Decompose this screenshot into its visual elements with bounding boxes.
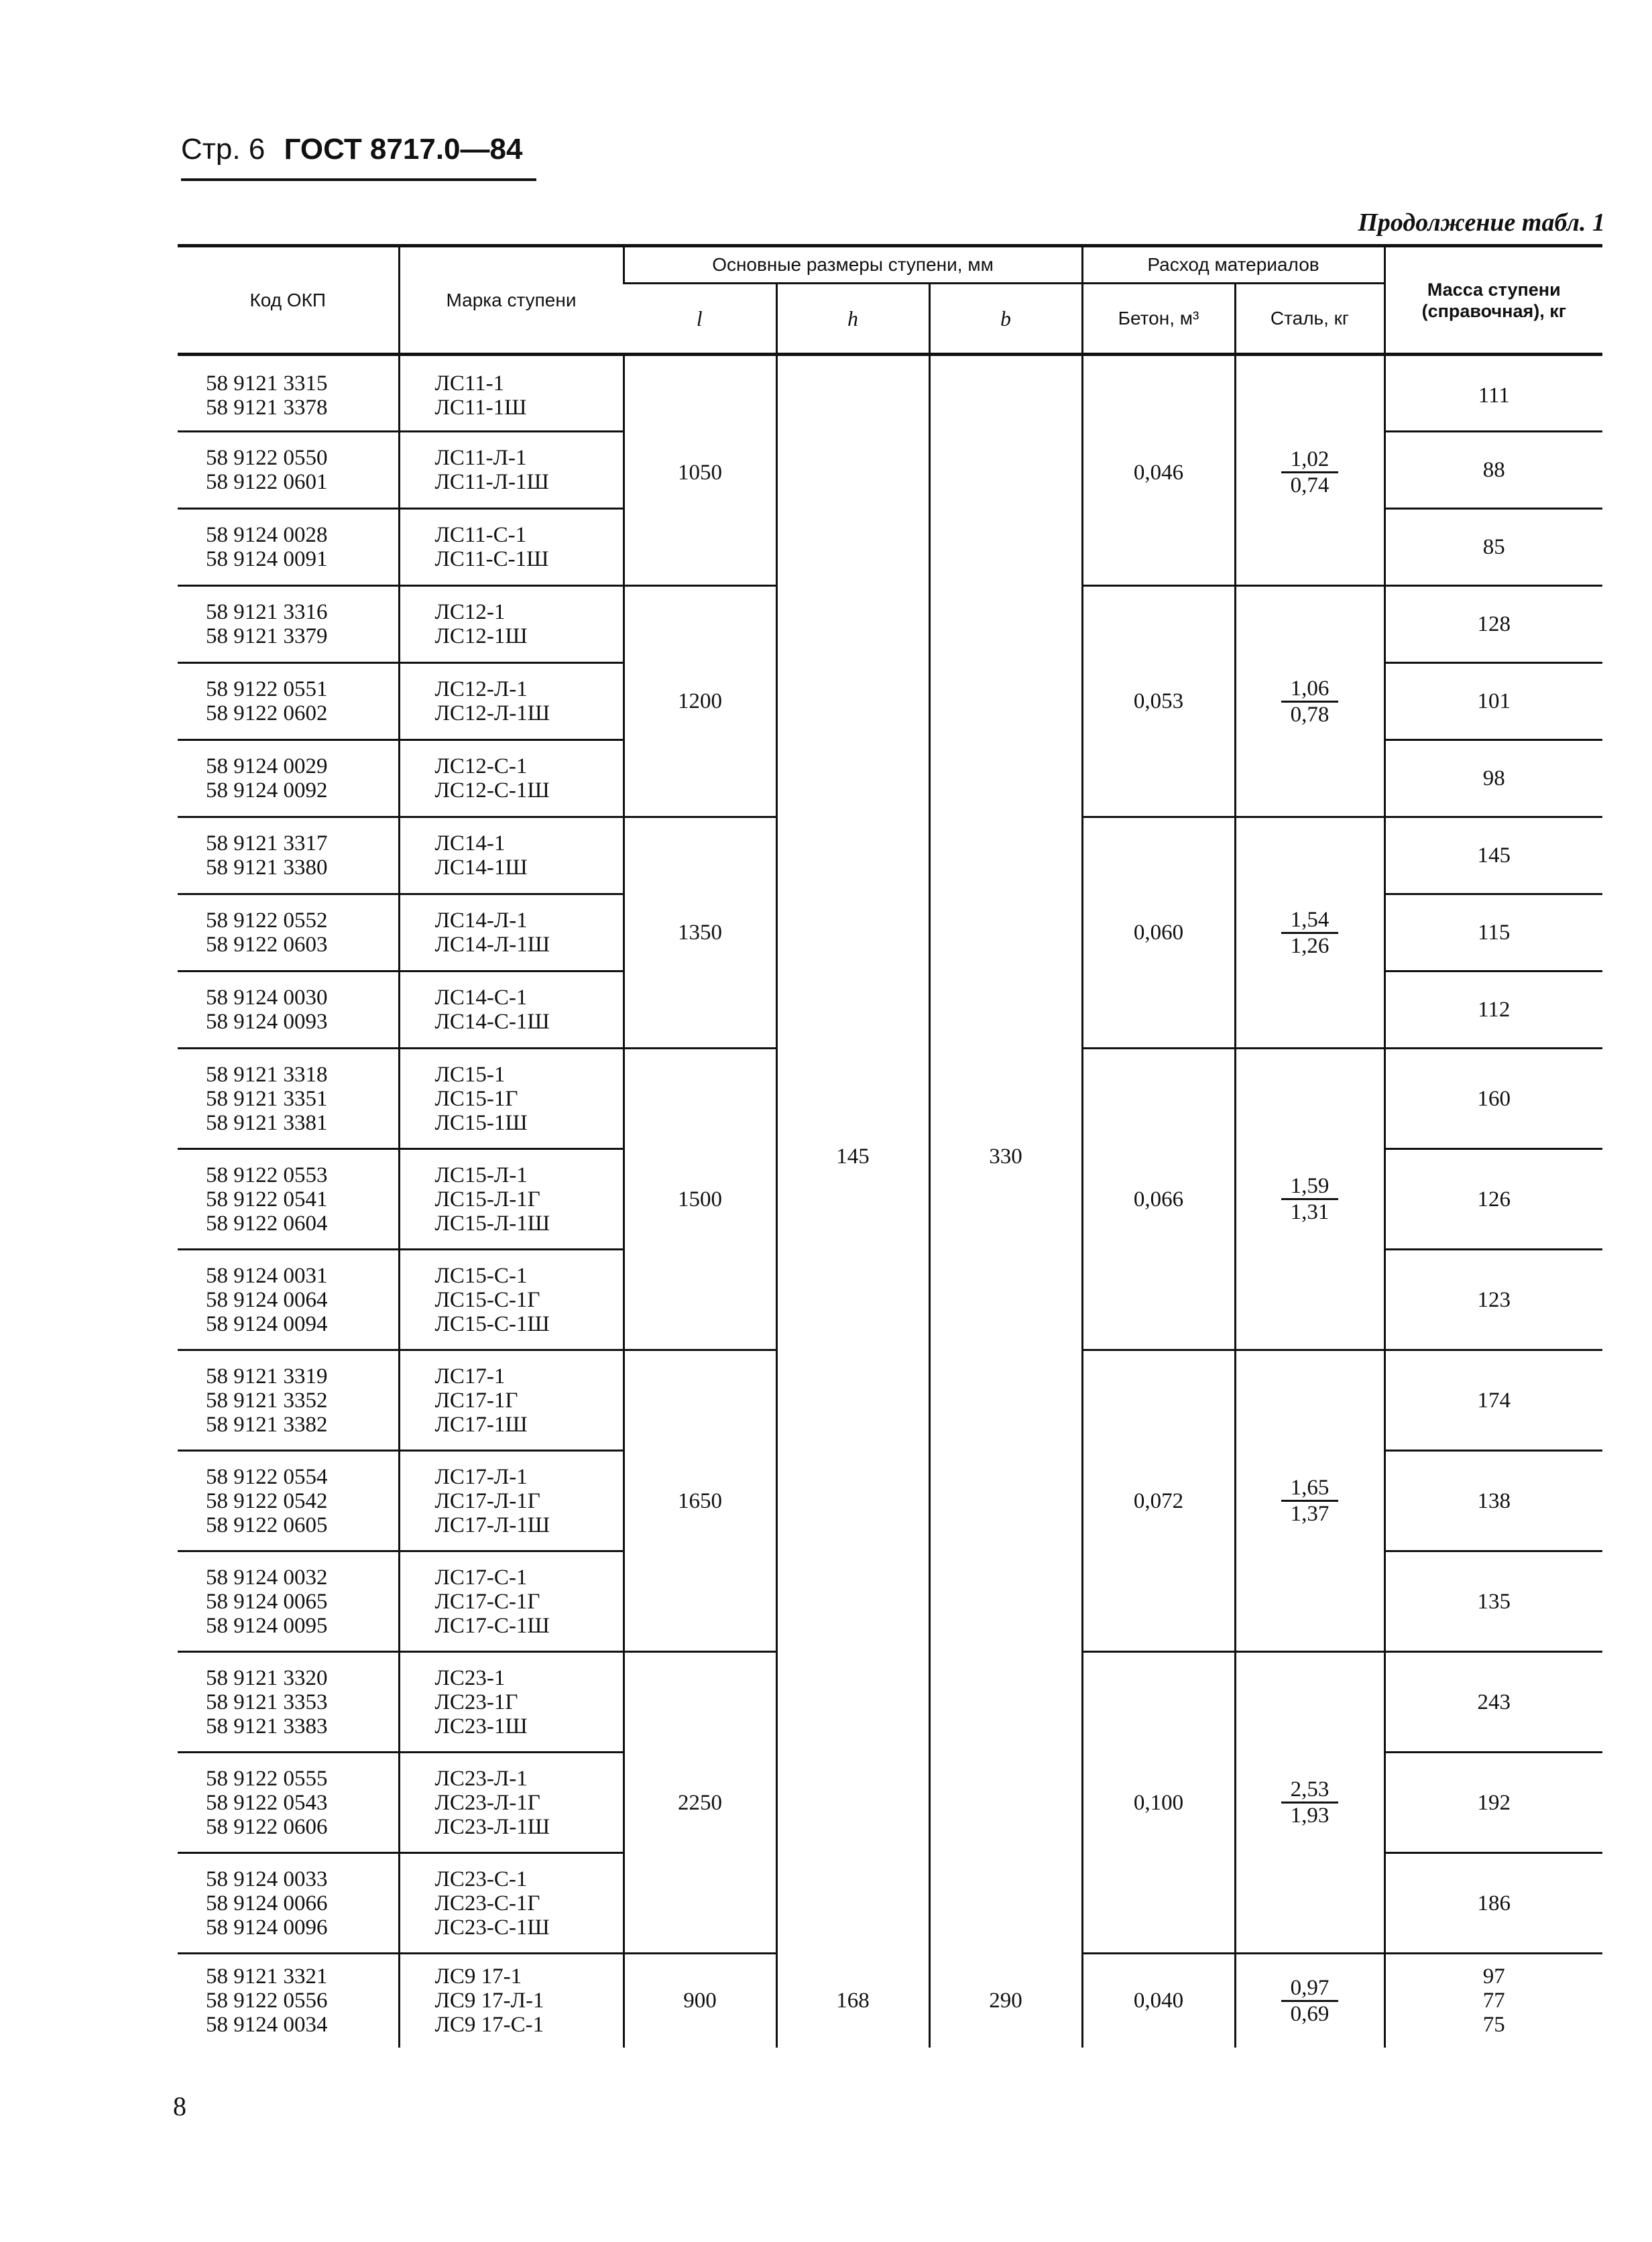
- mark-cell: ЛС14-С-1 ЛС14-С-1Ш: [399, 971, 624, 1049]
- mass-cell: 145: [1384, 817, 1602, 894]
- b-cell: 290: [929, 1954, 1082, 2048]
- code-cell: 58 9121 3320 58 9121 3353 58 9121 3383: [178, 1652, 399, 1753]
- code-cell: 58 9124 0030 58 9124 0093: [178, 971, 399, 1049]
- steel-cell: $\frac{0,97}{0,69}$: [1235, 1954, 1384, 2048]
- mark-cell: ЛС14-1 ЛС14-1Ш: [399, 817, 624, 894]
- table-body: [178, 355, 1602, 2048]
- col-header-b: b: [929, 284, 1082, 355]
- code-cell: 58 9121 3316 58 9121 3379: [178, 586, 399, 663]
- concrete-cell: 0,046: [1082, 355, 1235, 586]
- page-header: [181, 133, 522, 166]
- mark-cell: ЛС17-С-1 ЛС17-С-1Г ЛС17-С-1Ш: [399, 1551, 624, 1652]
- mass-cell: 126: [1384, 1149, 1602, 1250]
- code-cell: 58 9122 0553 58 9122 0541 58 9122 0604: [178, 1149, 399, 1250]
- mark-cell: ЛС23-1 ЛС23-1Г ЛС23-1Ш: [399, 1652, 624, 1753]
- code-cell: 58 9124 0029 58 9124 0092: [178, 740, 399, 817]
- col-header-dimensions: Основные размеры ступени, мм: [624, 246, 1082, 284]
- l-cell: 1200: [624, 586, 776, 817]
- steps-table: [178, 244, 1602, 2048]
- l-cell: 2250: [624, 1652, 776, 1954]
- h-cell-shared: 145: [776, 355, 929, 1954]
- col-header-steel: Сталь, кг: [1235, 284, 1384, 355]
- mark-cell: ЛС12-Л-1 ЛС12-Л-1Ш: [399, 663, 624, 740]
- mark-cell: ЛС15-С-1 ЛС15-С-1Г ЛС15-С-1Ш: [399, 1250, 624, 1350]
- mass-cell: 128: [1384, 586, 1602, 663]
- h-cell: 168: [776, 1954, 929, 2048]
- l-cell: 1350: [624, 817, 776, 1049]
- mark-cell: ЛС17-Л-1 ЛС17-Л-1Г ЛС17-Л-1Ш: [399, 1451, 624, 1551]
- mark-cell: ЛС14-Л-1 ЛС14-Л-1Ш: [399, 894, 624, 971]
- l-cell: 1500: [624, 1049, 776, 1350]
- code-cell: 58 9122 0550 58 9122 0601: [178, 432, 399, 509]
- mark-cell: ЛС15-Л-1 ЛС15-Л-1Г ЛС15-Л-1Ш: [399, 1149, 624, 1250]
- mark-cell: ЛС11-1 ЛС11-1Ш: [399, 355, 624, 432]
- table-row: [178, 1954, 1602, 2048]
- l-cell: 1050: [624, 355, 776, 586]
- code-cell: 58 9124 0033 58 9124 0066 58 9124 0096: [178, 1853, 399, 1954]
- steel-cell: $\frac{1,59}{1,31}$: [1235, 1049, 1384, 1350]
- mark-cell: ЛС15-1 ЛС15-1Г ЛС15-1Ш: [399, 1049, 624, 1149]
- mass-cell: 138: [1384, 1451, 1602, 1551]
- concrete-cell: 0,040: [1082, 1954, 1235, 2048]
- col-header-concrete: Бетон, м³: [1082, 284, 1235, 355]
- code-cell: 58 9122 0554 58 9122 0542 58 9122 0605: [178, 1451, 399, 1551]
- steel-cell: $\frac{1,06}{0,78}$: [1235, 586, 1384, 817]
- concrete-cell: 0,072: [1082, 1350, 1235, 1652]
- mark-cell: ЛС11-С-1 ЛС11-С-1Ш: [399, 509, 624, 586]
- code-cell: 58 9121 3315 58 9121 3378: [178, 355, 399, 432]
- code-cell: 58 9124 0032 58 9124 0065 58 9124 0095: [178, 1551, 399, 1652]
- steel-cell: $\frac{1,02}{0,74}$: [1235, 355, 1384, 586]
- table-header: [178, 246, 1602, 355]
- mass-cell: 85: [1384, 509, 1602, 586]
- code-cell: 58 9122 0555 58 9122 0543 58 9122 0606: [178, 1753, 399, 1853]
- mark-cell: ЛС23-Л-1 ЛС23-Л-1Г ЛС23-Л-1Ш: [399, 1753, 624, 1853]
- mark-cell: ЛС9 17-1 ЛС9 17-Л-1 ЛС9 17-С-1: [399, 1954, 624, 2048]
- mass-cell: 115: [1384, 894, 1602, 971]
- concrete-cell: 0,060: [1082, 817, 1235, 1049]
- header-rule: [181, 178, 536, 181]
- mark-cell: ЛС23-С-1 ЛС23-С-1Г ЛС23-С-1Ш: [399, 1853, 624, 1954]
- col-header-mark: Марка ступени: [399, 246, 624, 355]
- col-header-materials: Расход материалов: [1082, 246, 1384, 284]
- mass-cell: 135: [1384, 1551, 1602, 1652]
- mass-cell: 186: [1384, 1853, 1602, 1954]
- code-cell: 58 9121 3321 58 9122 0556 58 9124 0034: [206, 1964, 328, 2038]
- table-row: [178, 355, 1602, 432]
- l-cell: 900: [624, 1954, 776, 2048]
- mass-cell: 101: [1384, 663, 1602, 740]
- col-header-code: Код ОКП: [249, 289, 327, 310]
- mark-cell: ЛС17-1 ЛС17-1Г ЛС17-1Ш: [399, 1350, 624, 1451]
- mass-cell: 88: [1384, 432, 1602, 509]
- code-cell: 58 9122 0551 58 9122 0602: [178, 663, 399, 740]
- steel-cell: $\frac{1,65}{1,37}$: [1235, 1350, 1384, 1652]
- code-cell: 58 9121 3317 58 9121 3380: [178, 817, 399, 894]
- mass-cell: 112: [1384, 971, 1602, 1049]
- code-cell: 58 9124 0031 58 9124 0064 58 9124 0094: [178, 1250, 399, 1350]
- mass-cell: 174: [1384, 1350, 1602, 1451]
- concrete-cell: 0,053: [1082, 586, 1235, 817]
- mass-cell: 192: [1384, 1753, 1602, 1853]
- steel-cell: $\frac{2,53}{1,93}$: [1235, 1652, 1384, 1954]
- col-header-l: l: [696, 306, 703, 331]
- mass-cell: 243: [1384, 1652, 1602, 1753]
- mark-cell: ЛС12-1 ЛС12-1Ш: [399, 586, 624, 663]
- mass-cell: 123: [1384, 1250, 1602, 1350]
- concrete-cell: 0,066: [1082, 1049, 1235, 1350]
- standard-title: ГОСТ 8717.0—84: [284, 133, 523, 166]
- page-label: Стр. 6: [181, 133, 266, 166]
- code-cell: 58 9121 3318 58 9121 3351 58 9121 3381: [178, 1049, 399, 1149]
- b-cell-shared: 330: [929, 355, 1082, 1954]
- mass-cell: 160: [1384, 1049, 1602, 1149]
- code-cell: 58 9121 3319 58 9121 3352 58 9121 3382: [178, 1350, 399, 1451]
- table-continuation-label: Продолжение табл. 1: [1358, 209, 1605, 237]
- col-header-h: h: [776, 284, 929, 355]
- mark-cell: ЛС11-Л-1 ЛС11-Л-1Ш: [399, 432, 624, 509]
- page-number: 8: [173, 2091, 186, 2121]
- concrete-cell: 0,100: [1082, 1652, 1235, 1954]
- steel-cell: $\frac{1,54}{1,26}$: [1235, 817, 1384, 1049]
- col-header-mass: Масса ступени (справочная), кг: [1384, 246, 1602, 355]
- l-cell: 1650: [624, 1350, 776, 1652]
- mass-cell: 111: [1384, 355, 1602, 432]
- mass-cell: 98: [1384, 740, 1602, 817]
- mark-cell: ЛС12-С-1 ЛС12-С-1Ш: [399, 740, 624, 817]
- code-cell: 58 9124 0028 58 9124 0091: [178, 509, 399, 586]
- mass-cell: 97 77 75: [1384, 1954, 1602, 2048]
- code-cell: 58 9122 0552 58 9122 0603: [178, 894, 399, 971]
